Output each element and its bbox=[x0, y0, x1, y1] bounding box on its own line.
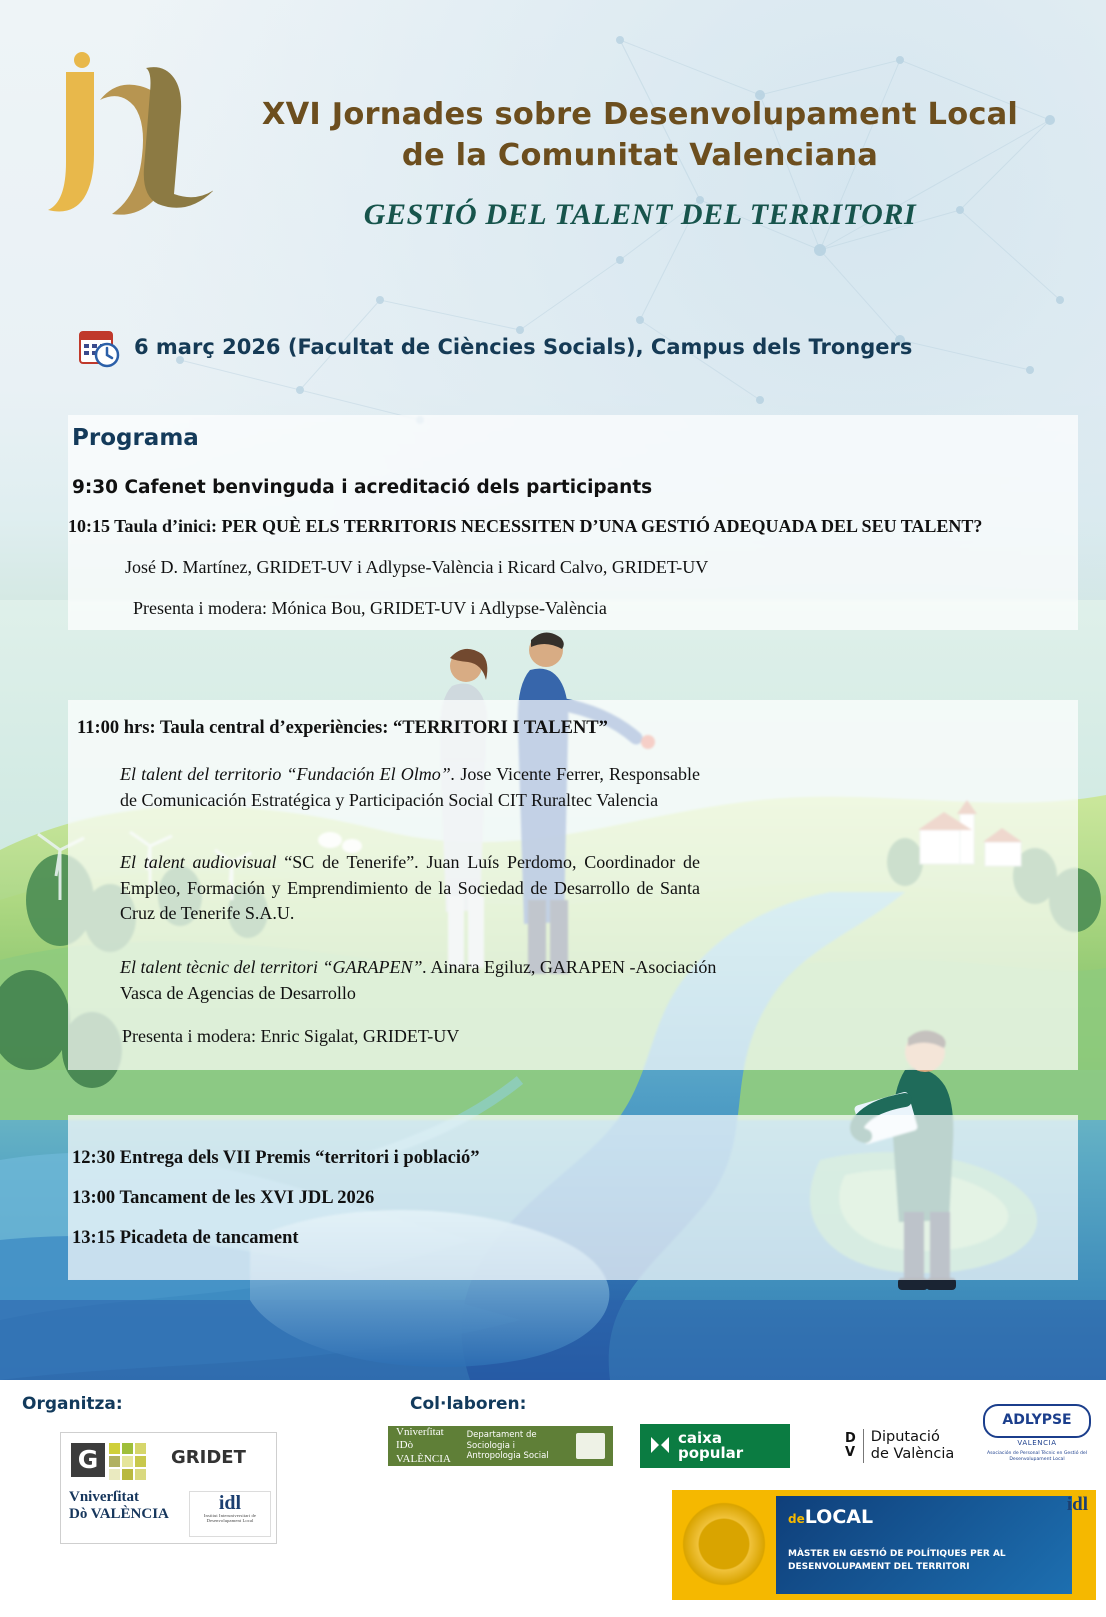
date-venue-text: 6 març 2026 (Facultat de Ciències Socials), Campus dels Trongers bbox=[134, 335, 913, 359]
experience-1 bbox=[120, 762, 700, 813]
caixa-line2: popular bbox=[678, 1444, 744, 1462]
adlypse-sub: VALENCIA bbox=[1017, 1439, 1057, 1447]
experience-2-title: El talent audiovisual bbox=[120, 852, 277, 872]
experience-3 bbox=[120, 955, 720, 1006]
master-banner-panel bbox=[776, 1496, 1072, 1594]
experience-1-detail: Jose Vicente Ferrer, Responsable de Comunicación Estratégica y Participación Social CIT Ruraltec Valencia bbox=[120, 764, 700, 810]
master-line1: MÀSTER EN GESTIÓ DE POLÍTIQUES PER AL bbox=[788, 1549, 1006, 1559]
program-item-1015-speakers: José D. Martínez, GRIDET-UV i Adlypse-València i Ricard Calvo, GRIDET-UV bbox=[125, 557, 709, 577]
uv-department-logo bbox=[388, 1426, 613, 1466]
idl-text: idl bbox=[218, 1492, 242, 1514]
caixa-popular-name bbox=[678, 1428, 744, 1462]
idl-subtitle: Institut Interuniversitari de Desenvolupament Local bbox=[203, 1513, 257, 1523]
gridet-pixel bbox=[135, 1443, 146, 1454]
poster-subtitle: GESTIÓ DEL TALENT DEL TERRITORI bbox=[363, 198, 917, 232]
jdl-logo-icon bbox=[28, 42, 213, 237]
adlypse-name: ADLYPSE bbox=[983, 1404, 1091, 1438]
uv-department-university: Vniverſitat IDò VALÈNCIA bbox=[396, 1426, 451, 1465]
gridet-pixel bbox=[135, 1469, 146, 1480]
experience-2 bbox=[120, 850, 700, 927]
gridet-university: Vniverſitat Dò VALÈNCIA bbox=[69, 1489, 169, 1523]
program-item-0930: 9:30 Cafenet benvinguda i acreditació dels participants bbox=[72, 477, 653, 498]
gridet-name: GRIDET bbox=[171, 1447, 246, 1468]
experience-1-title: El talent del territorio “Fundación El Olmo”. bbox=[120, 764, 456, 784]
poster-header bbox=[0, 0, 1106, 320]
program-heading: Programa bbox=[72, 425, 199, 451]
diputacio-logo bbox=[845, 1424, 975, 1468]
uv-department-name bbox=[467, 1430, 569, 1462]
gridet-pixel bbox=[109, 1456, 120, 1467]
date-venue-bar bbox=[78, 325, 1066, 369]
diputacio-d: D bbox=[845, 1431, 856, 1447]
title-block bbox=[200, 95, 1080, 232]
adlypse-logo bbox=[978, 1404, 1096, 1470]
calendar-clock-icon bbox=[78, 326, 120, 368]
uv-department-line1: Departament de Sociologia i bbox=[466, 1430, 537, 1451]
program-item-1015-moderator: Presenta i modera: Mónica Bou, GRIDET-UV i Adlypse-València bbox=[133, 598, 607, 618]
master-delocal-title bbox=[788, 1506, 873, 1528]
caixa-popular-icon bbox=[649, 1435, 671, 1457]
diputacio-divider bbox=[863, 1429, 864, 1463]
colaboren-label: Col·laboren: bbox=[410, 1394, 527, 1414]
gridet-mark-letter: G bbox=[71, 1443, 105, 1477]
diputacio-line1: Diputació bbox=[870, 1428, 940, 1445]
diputacio-v: V bbox=[845, 1445, 856, 1460]
organiza-label: Organitza: bbox=[22, 1394, 123, 1414]
master-de: de bbox=[788, 1512, 805, 1526]
diputacio-monogram bbox=[845, 1432, 856, 1459]
master-banner bbox=[672, 1490, 1096, 1600]
master-description bbox=[788, 1548, 1058, 1574]
gridet-pixel bbox=[109, 1469, 120, 1480]
idl-logo bbox=[189, 1491, 271, 1537]
master-idl-logo: idl bbox=[1066, 1494, 1088, 1515]
diputacio-line2: de València bbox=[870, 1446, 955, 1462]
adlypse-legend: Asociación de Personal Técnic en Gestió del Desenvolupament Local bbox=[986, 1451, 1088, 1463]
program-item-1300: 13:00 Tancament de les XVI JDL 2026 bbox=[72, 1188, 375, 1208]
program-item-1315: 13:15 Picadeta de tancament bbox=[72, 1228, 299, 1248]
experience-moderator: Presenta i modera: Enric Sigalat, GRIDET-UV bbox=[122, 1026, 460, 1046]
poster-footer bbox=[0, 1380, 1106, 1617]
caixa-popular-logo bbox=[640, 1424, 790, 1468]
gridet-logo bbox=[60, 1432, 277, 1544]
gear-icon bbox=[678, 1498, 770, 1590]
gridet-pixel bbox=[122, 1456, 133, 1467]
master-line2: DESENVOLUPAMENT DEL TERRITORI bbox=[788, 1562, 970, 1573]
diputacio-name bbox=[871, 1429, 954, 1464]
title-line-1: XVI Jornades sobre Desenvolupament Local bbox=[261, 97, 1019, 132]
title-line-2: de la Comunitat Valenciana bbox=[401, 137, 879, 173]
program-item-1230: 12:30 Entrega dels VII Premis “territori i població” bbox=[72, 1148, 480, 1168]
gridet-pixel bbox=[109, 1443, 120, 1454]
experience-3-detail: Ainara Egiluz, GARAPEN -Asociación Vasca de Agencias de Desarrollo bbox=[120, 957, 717, 1003]
gridet-pixel bbox=[122, 1469, 133, 1480]
gridet-pixel bbox=[122, 1443, 133, 1454]
uv-department-line2: Antropologia Social bbox=[466, 1451, 549, 1462]
experience-2-detail: “SC de Tenerife”. Juan Luís Perdomo, Coordinador de Empleo, Formación y Emprendimiento de la Sociedad de Desarrollo de Santa Cruz de Tenerife S.A.U. bbox=[120, 852, 700, 924]
gridet-pixel bbox=[135, 1456, 146, 1467]
uv-department-emblem-icon bbox=[576, 1433, 605, 1459]
program-item-1015: 10:15 Taula d’inici: PER QUÈ ELS TERRITORIS NECESSITEN D’UNA GESTIÓ ADEQUADA DEL SEU TALENT? bbox=[68, 516, 983, 536]
experience-3-title: El talent tècnic del territori “GARAPEN”. bbox=[120, 957, 427, 977]
master-local: LOCAL bbox=[804, 1506, 874, 1528]
program-item-1100: 11:00 hrs: Taula central d’experiències: “TERRITORI I TALENT” bbox=[77, 718, 608, 738]
caixa-line1: caixa bbox=[678, 1428, 722, 1447]
